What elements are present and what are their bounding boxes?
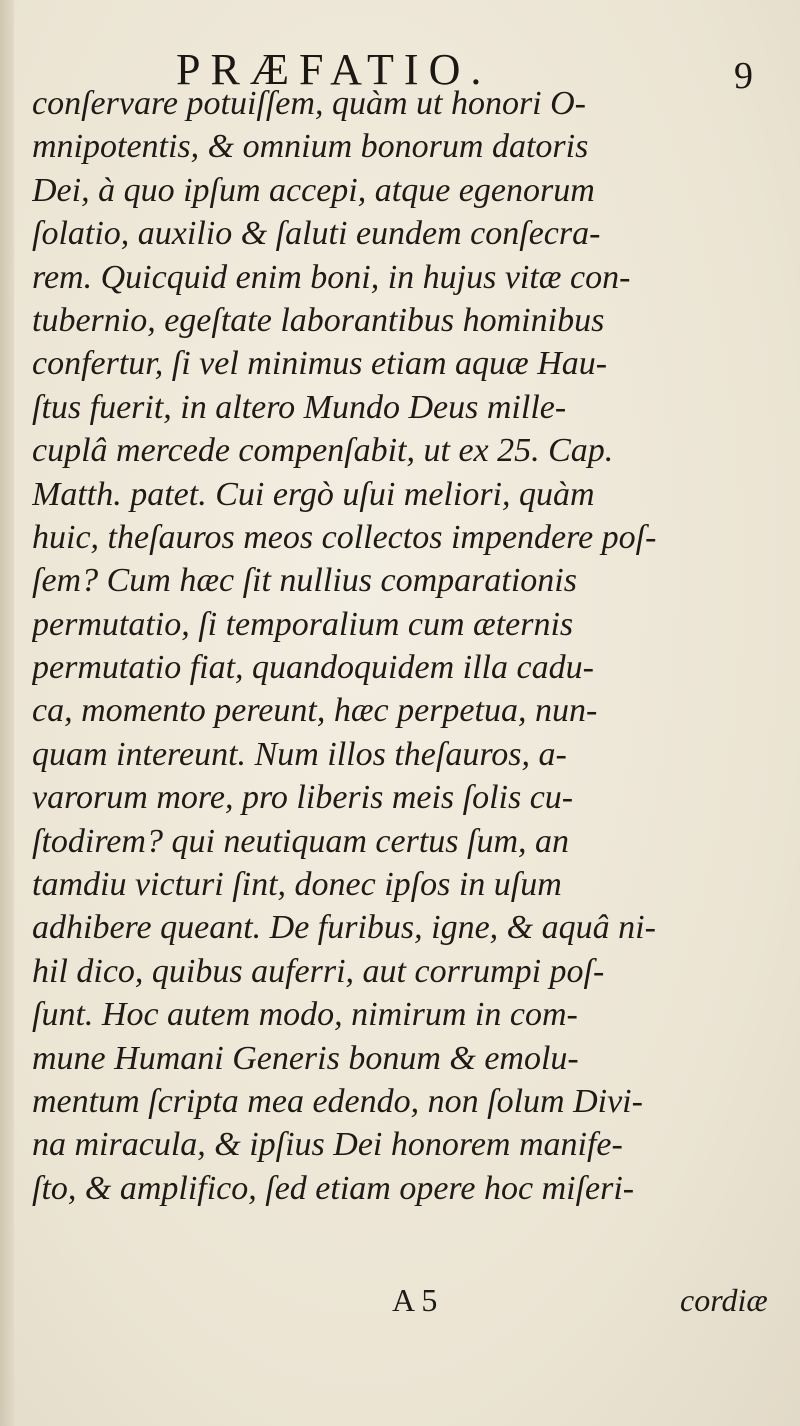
text-line: Matth. patet. Cui ergò uſui meliori, quàm xyxy=(32,475,595,513)
body-text xyxy=(32,82,772,1210)
text-line: ſem? Cum hæc ſit nullius comparationis xyxy=(32,562,577,600)
text-line: huic, theſauros meos collectos impendere poſ- xyxy=(32,518,657,556)
signature-mark: A 5 xyxy=(392,1282,438,1318)
page-gutter xyxy=(0,0,14,1426)
text-line: tubernio, egeſtate laborantibus hominibus xyxy=(32,301,605,339)
text-line: conſervare potuiſſem, quàm ut honori O- xyxy=(32,85,586,122)
text-line: hil dico, quibus auferri, aut corrumpi poſ- xyxy=(32,952,605,990)
text-line: permutatio fiat, quandoquidem illa cadu- xyxy=(32,649,594,687)
text-line: ca, momento pereunt, hæc perpetua, nun- xyxy=(32,692,598,730)
text-line: quam intereunt. Num illos theſauros, a- xyxy=(32,735,567,773)
text-line: ſtus fuerit, in altero Mundo Deus mille- xyxy=(32,388,567,426)
text-line: Dei, à quo ipſum accepi, atque egenorum xyxy=(32,171,595,209)
text-line: mentum ſcripta mea edendo, non ſolum Divi- xyxy=(32,1082,643,1120)
text-line: cuplâ mercede compenſabit, ut ex 25. Cap. xyxy=(32,432,614,470)
running-title: PRÆFATIO. xyxy=(176,45,492,94)
text-line: mnipotentis, & omnium bonorum datoris xyxy=(32,128,589,166)
text-line: mune Humani Generis bonum & emolu- xyxy=(32,1039,579,1077)
text-line: confertur, ſi vel minimus etiam aquæ Hau- xyxy=(32,345,608,383)
page-number: 9 xyxy=(734,55,753,97)
text-line: ſunt. Hoc autem modo, nimirum in com- xyxy=(32,996,578,1034)
text-line: na miracula, & ipſius Dei honorem manife- xyxy=(32,1126,623,1164)
page-footer xyxy=(0,1282,800,1332)
text-line: ſto, & amplifico, ſed etiam opere hoc miſeri- xyxy=(32,1169,635,1207)
text-line: rem. Quicquid enim boni, in hujus vitæ con- xyxy=(32,258,631,296)
text-line: permutatio, ſi temporalium cum æternis xyxy=(32,605,574,643)
catchword: cordiæ xyxy=(680,1282,768,1318)
text-line: tamdiu victuri ſint, donec ipſos in uſum xyxy=(32,866,562,904)
text-line: ſtodirem? qui neutiquam certus ſum, an xyxy=(32,822,570,860)
text-line: varorum more, pro liberis meis ſolis cu- xyxy=(32,779,574,817)
text-line: adhibere queant. De furibus, igne, & aquâ ni- xyxy=(32,909,656,947)
text-line: ſolatio, auxilio & ſaluti eundem conſecra- xyxy=(32,215,601,253)
